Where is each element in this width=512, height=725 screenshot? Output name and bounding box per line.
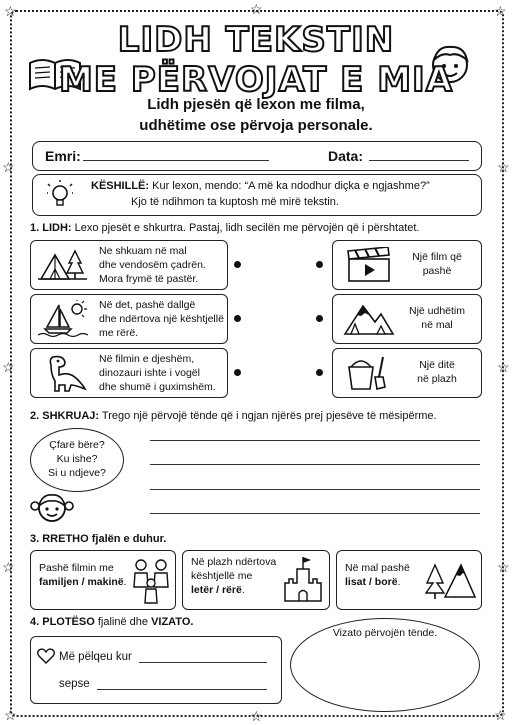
section-2-heading — [30, 410, 437, 422]
experience-card[interactable] — [332, 294, 482, 344]
family-icon — [131, 557, 171, 605]
section-1-instruction: Lexo pjesët e shkurtra. Pastaj, lidh secilën me përvojën që i përshtatet. — [71, 222, 420, 234]
lightbulb-icon — [47, 180, 73, 210]
tip-box — [32, 174, 482, 216]
passage-text: dhe vendosëm çadrën. — [99, 259, 206, 271]
choice-separator: / — [213, 584, 222, 596]
writing-line[interactable] — [150, 489, 480, 490]
passage-text: me rërë. — [99, 327, 139, 339]
section-3-number: 3. RRETHO — [30, 533, 89, 545]
circle-choice-card — [182, 550, 330, 610]
section-4-instruction: fjalinë dhe — [94, 616, 152, 628]
section-3-instruction: fjalën e duhur. — [88, 533, 167, 545]
bubble-question: Ku ishe? — [56, 453, 98, 465]
subtitle-line1: Lidh pjesën që lexon me filma, — [147, 96, 365, 113]
star-icon: ☆ — [4, 3, 17, 19]
passage-text: dhe ndërtova një kështjellë — [99, 313, 224, 325]
star-icon: ☆ — [494, 707, 507, 723]
circle-choice-card — [30, 550, 176, 610]
dinosaur-icon — [39, 353, 87, 393]
star-icon: ☆ — [2, 559, 15, 575]
experience-card[interactable] — [332, 348, 482, 398]
choice-sentence: Në mal pashë — [345, 562, 410, 574]
star-icon: ☆ — [2, 159, 15, 175]
tip-label: KËSHILLË: — [91, 180, 150, 192]
choice-separator: / — [78, 576, 88, 588]
writing-line[interactable] — [150, 440, 480, 441]
heart-icon — [37, 648, 55, 664]
choice-sentence: Në plazh ndërtova — [191, 556, 277, 568]
experience-text: pashë — [422, 265, 452, 277]
choice-separator: / — [366, 576, 375, 588]
subtitle-line2: udhëtime ose përvoja personale. — [139, 117, 373, 134]
star-icon: ☆ — [494, 3, 507, 19]
clapperboard-icon — [345, 247, 393, 283]
choice-sentence: kështjellë me — [191, 570, 253, 582]
star-icon: ☆ — [250, 1, 263, 17]
worksheet-title-line1: LIDH TEKSTIN — [117, 20, 395, 60]
tent-icon — [37, 247, 89, 283]
section-3-heading — [30, 533, 166, 545]
choice-period: . — [241, 584, 245, 596]
passage-card[interactable] — [30, 294, 228, 344]
section-1-number: 1. LIDH: — [30, 222, 72, 234]
passage-text: dinozauri ishte i vogël — [99, 367, 200, 379]
name-field[interactable] — [83, 160, 269, 161]
complete-prompt-2: sepse — [59, 678, 90, 690]
girl-face-icon — [30, 486, 74, 530]
bubble-question: Çfarë bëre? — [49, 439, 105, 451]
choice-option[interactable]: lisat — [345, 576, 367, 588]
experience-text: Një film që — [412, 251, 462, 263]
star-icon: ☆ — [2, 359, 15, 375]
experience-text: në plazh — [417, 373, 457, 385]
tip-text-line2: Kjo të ndihmon ta kuptosh më mirë tekstin. — [131, 196, 339, 208]
star-icon: ☆ — [4, 707, 17, 723]
section-1-heading — [30, 222, 419, 234]
mountain-icon — [343, 300, 395, 338]
passage-text: Në filmin e djeshëm, — [99, 353, 195, 365]
experience-card[interactable] — [332, 240, 482, 290]
star-icon: ☆ — [497, 359, 510, 375]
match-dot-left[interactable] — [234, 261, 241, 268]
answer-line[interactable] — [139, 662, 267, 663]
passage-text: Në det, pashë dallgë — [99, 299, 196, 311]
circle-choice-card — [336, 550, 482, 610]
match-dot-left[interactable] — [234, 315, 241, 322]
worksheet-title-line2: ME PËRVOJAT E MIA — [58, 60, 454, 100]
mountain-trees-icon — [425, 559, 477, 601]
question-bubble — [30, 428, 124, 492]
experience-text: Një udhëtim — [408, 305, 466, 317]
star-icon: ☆ — [250, 708, 263, 724]
choice-sentence: Pashë filmin me — [39, 562, 114, 574]
drawing-area-label: Vizato përvojën tënde. — [332, 627, 438, 639]
passage-text: Mora frymë të pastër. — [99, 273, 199, 285]
date-label: Data: — [328, 148, 364, 164]
match-dot-right[interactable] — [316, 369, 323, 376]
section-4-heading — [30, 616, 193, 628]
star-icon: ☆ — [497, 559, 510, 575]
choice-option[interactable]: rërë — [221, 584, 242, 596]
complete-sentence-card — [30, 636, 282, 704]
choice-period: . — [123, 576, 127, 588]
star-icon: ☆ — [497, 159, 510, 175]
match-dot-left[interactable] — [234, 369, 241, 376]
section-4-draw-word: VIZATO. — [151, 616, 194, 628]
writing-line[interactable] — [150, 464, 480, 465]
choice-option[interactable]: familjen — [39, 576, 79, 588]
experience-text: në mal — [421, 319, 453, 331]
passage-text: Ne shkuam në mal — [99, 245, 187, 257]
bucket-icon — [345, 353, 393, 393]
passage-text: dhe shumë i guximshëm. — [99, 381, 216, 393]
choice-option[interactable]: borë — [374, 576, 398, 588]
choice-period: . — [397, 576, 401, 588]
date-field[interactable] — [369, 160, 469, 161]
match-dot-right[interactable] — [316, 315, 323, 322]
writing-line[interactable] — [150, 513, 480, 514]
sailboat-icon — [37, 300, 89, 338]
bubble-question: Si u ndjeve? — [48, 467, 106, 479]
experience-text: Një ditë — [419, 359, 455, 371]
choice-option[interactable]: makinë — [87, 576, 124, 588]
section-2-instruction: Trego një përvojë tënde që i ngjan njërës prej pjesëve të mësipërme. — [99, 410, 437, 422]
complete-prompt-1: Më pëlqeu kur — [59, 651, 132, 663]
answer-line[interactable] — [97, 689, 267, 690]
section-4-number: 4. PLOTËSO — [30, 616, 95, 628]
sandcastle-icon — [281, 555, 325, 605]
name-date-box — [32, 141, 482, 171]
passage-card[interactable] — [30, 240, 228, 290]
choice-option[interactable]: letër — [191, 584, 214, 596]
drawing-area[interactable] — [290, 618, 480, 712]
match-dot-right[interactable] — [316, 261, 323, 268]
section-2-number: 2. SHKRUAJ: — [30, 410, 100, 422]
tip-text-line1: Kur lexon, mendo: “A më ka ndodhur diçka e ngjashme?” — [149, 180, 430, 192]
name-label: Emri: — [45, 148, 81, 164]
passage-card[interactable] — [30, 348, 228, 398]
